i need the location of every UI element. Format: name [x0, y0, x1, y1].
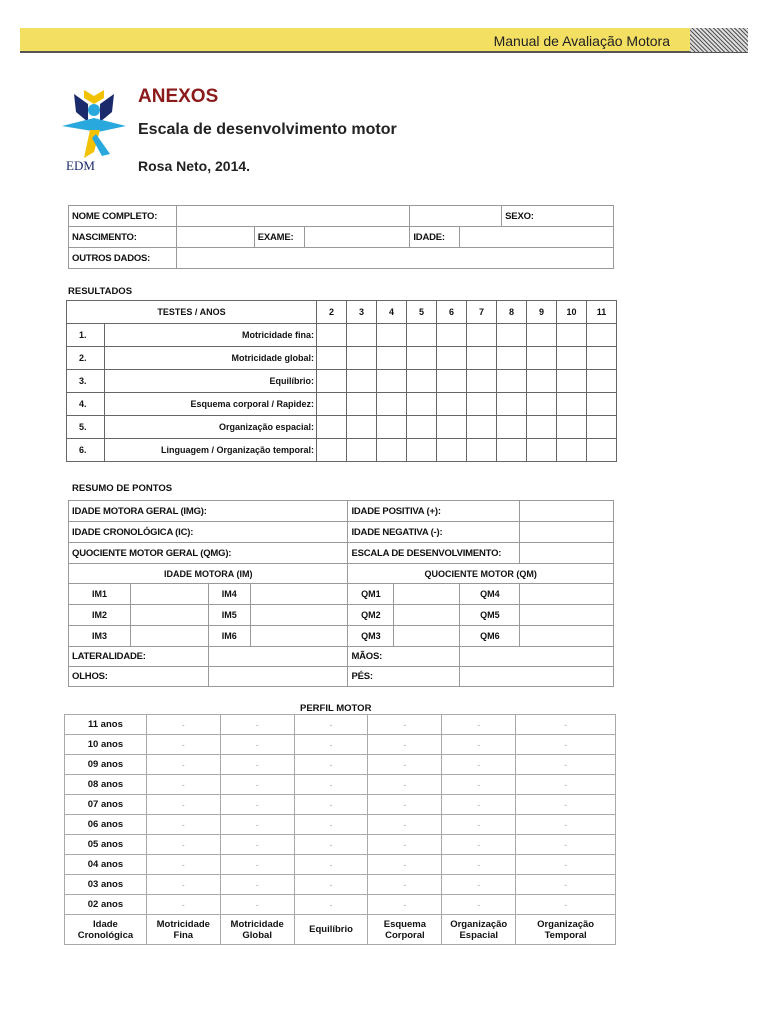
profile-row	[65, 855, 616, 875]
profile-cell[interactable]: -	[368, 875, 442, 895]
im4-label: IM4	[208, 584, 250, 605]
results-table	[66, 300, 617, 462]
profile-column-label: Esquema Corporal	[368, 915, 442, 945]
score-cell[interactable]	[587, 416, 617, 439]
profile-cell[interactable]: -	[146, 815, 220, 835]
exam-label: EXAME:	[254, 227, 304, 248]
profile-row	[65, 735, 616, 755]
profile-cell[interactable]: -	[294, 835, 368, 855]
profile-cell[interactable]: -	[146, 775, 220, 795]
score-cell[interactable]	[377, 324, 407, 347]
year-col: 8	[497, 301, 527, 324]
qm6-label: QM6	[460, 626, 520, 647]
scale-label-text: ESCALA DE DESENVOLVIMENTO:	[351, 547, 502, 559]
profile-cell[interactable]: -	[442, 795, 516, 815]
score-cell[interactable]	[377, 370, 407, 393]
age-field[interactable]	[460, 227, 614, 248]
score-cell[interactable]	[467, 324, 497, 347]
profile-cell[interactable]: -	[516, 755, 616, 775]
profile-cell[interactable]: -	[368, 895, 442, 915]
test-number: 6.	[67, 439, 105, 462]
score-cell[interactable]	[437, 416, 467, 439]
birth-field[interactable]	[176, 227, 254, 248]
profile-cell[interactable]: -	[294, 735, 368, 755]
im3-field[interactable]	[130, 626, 208, 647]
im6-label: IM6	[208, 626, 250, 647]
im1-label: IM1	[69, 584, 131, 605]
score-cell[interactable]	[317, 370, 347, 393]
test-name: Motricidade fina:	[105, 324, 317, 347]
score-cell[interactable]	[407, 416, 437, 439]
score-cell[interactable]	[437, 393, 467, 416]
profile-cell[interactable]: -	[220, 735, 294, 755]
score-cell[interactable]	[467, 416, 497, 439]
profile-cell[interactable]: -	[516, 775, 616, 795]
score-cell[interactable]	[557, 416, 587, 439]
header-pattern	[690, 28, 748, 52]
profile-cell[interactable]: -	[220, 855, 294, 875]
score-cell[interactable]	[317, 416, 347, 439]
name-label: NOME COMPLETO:	[69, 206, 177, 227]
eyes-field[interactable]	[208, 667, 348, 687]
im-header: IDADE MOTORA (IM)	[69, 564, 348, 584]
author-line: Rosa Neto, 2014.	[138, 158, 251, 174]
score-cell[interactable]	[527, 416, 557, 439]
laterality-label: LATERALIDADE:	[69, 647, 209, 667]
annex-heading: ANEXOS	[138, 86, 219, 107]
year-col: 2	[317, 301, 347, 324]
score-cell[interactable]	[527, 370, 557, 393]
qm2-label: QM2	[348, 605, 394, 626]
score-cell[interactable]	[407, 393, 437, 416]
score-cell[interactable]	[497, 439, 527, 462]
qm3-label: QM3	[348, 626, 394, 647]
feet-field[interactable]	[460, 667, 614, 687]
score-cell[interactable]	[347, 393, 377, 416]
img-label	[69, 501, 348, 522]
age-label: 10 anos	[65, 735, 147, 755]
profile-cell[interactable]: -	[516, 895, 616, 915]
score-cell[interactable]	[527, 347, 557, 370]
score-cell[interactable]	[587, 439, 617, 462]
test-number: 4.	[67, 393, 105, 416]
score-cell[interactable]	[317, 439, 347, 462]
score-cell[interactable]	[347, 416, 377, 439]
test-name: Esquema corporal / Rapidez:	[105, 393, 317, 416]
test-number: 1.	[67, 324, 105, 347]
im5-field[interactable]	[250, 605, 348, 626]
profile-column-label: Motricidade Fina	[146, 915, 220, 945]
score-cell[interactable]	[347, 370, 377, 393]
score-cell[interactable]	[437, 324, 467, 347]
score-cell[interactable]	[317, 393, 347, 416]
profile-row	[65, 875, 616, 895]
score-cell[interactable]	[347, 324, 377, 347]
qmg-label	[69, 543, 348, 564]
eyes-label: OLHOS:	[69, 667, 209, 687]
profile-cell[interactable]: -	[146, 795, 220, 815]
test-row	[67, 324, 617, 347]
profile-cell[interactable]: -	[294, 775, 368, 795]
hands-label: MÃOS:	[348, 647, 460, 667]
age-label: 07 anos	[65, 795, 147, 815]
test-row	[67, 347, 617, 370]
score-cell[interactable]	[467, 347, 497, 370]
test-number: 3.	[67, 370, 105, 393]
profile-column-label: Idade Cronológica	[65, 915, 147, 945]
score-cell[interactable]	[407, 439, 437, 462]
age-label: 02 anos	[65, 895, 147, 915]
score-cell[interactable]	[467, 439, 497, 462]
im6-field[interactable]	[250, 626, 348, 647]
test-name: Motricidade global:	[105, 347, 317, 370]
profile-table	[64, 714, 616, 945]
positive-age-label	[348, 501, 520, 522]
results-heading: RESULTADOS	[68, 286, 133, 297]
profile-cell[interactable]: -	[294, 795, 368, 815]
profile-row	[65, 895, 616, 915]
score-cell[interactable]	[407, 347, 437, 370]
profile-row	[65, 775, 616, 795]
score-cell[interactable]	[497, 393, 527, 416]
img-label-text: IDADE MOTORA GERAL (IMG):	[72, 505, 207, 517]
profile-cell[interactable]: -	[442, 755, 516, 775]
test-number: 2.	[67, 347, 105, 370]
score-cell[interactable]	[467, 393, 497, 416]
name-field-extra[interactable]	[410, 206, 502, 227]
profile-cell[interactable]: -	[368, 855, 442, 875]
score-cell[interactable]	[407, 370, 437, 393]
profile-cell[interactable]: -	[442, 715, 516, 735]
age-label: 04 anos	[65, 855, 147, 875]
score-cell[interactable]	[437, 439, 467, 462]
profile-cell[interactable]: -	[220, 875, 294, 895]
profile-cell[interactable]: -	[146, 715, 220, 735]
profile-cell[interactable]: -	[220, 775, 294, 795]
profile-row	[65, 835, 616, 855]
score-cell[interactable]	[587, 347, 617, 370]
score-cell[interactable]	[437, 370, 467, 393]
age-label: 08 anos	[65, 775, 147, 795]
laterality-field[interactable]	[208, 647, 348, 667]
other-field[interactable]	[176, 248, 613, 269]
profile-cell[interactable]: -	[368, 715, 442, 735]
year-col: 4	[377, 301, 407, 324]
score-cell[interactable]	[557, 439, 587, 462]
profile-cell[interactable]: -	[294, 875, 368, 895]
score-cell[interactable]	[317, 347, 347, 370]
im1-field[interactable]	[130, 584, 208, 605]
im2-label: IM2	[69, 605, 131, 626]
name-field[interactable]	[176, 206, 409, 227]
profile-cell[interactable]: -	[146, 895, 220, 915]
profile-cell[interactable]: -	[368, 755, 442, 775]
qm3-field[interactable]	[394, 626, 460, 647]
qm5-field[interactable]	[520, 605, 614, 626]
profile-cell[interactable]: -	[220, 715, 294, 735]
score-cell[interactable]	[407, 324, 437, 347]
negative-age-field[interactable]	[520, 522, 614, 543]
profile-cell[interactable]: -	[516, 835, 616, 855]
profile-cell[interactable]: -	[442, 815, 516, 835]
tests-years-header: TESTES / ANOS	[67, 301, 317, 324]
score-cell[interactable]	[587, 370, 617, 393]
score-cell[interactable]	[317, 324, 347, 347]
age-label: 03 anos	[65, 875, 147, 895]
profile-cell[interactable]: -	[442, 875, 516, 895]
profile-column-label: Equilíbrio	[294, 915, 368, 945]
score-cell[interactable]	[497, 416, 527, 439]
profile-heading: PERFIL MOTOR	[300, 703, 372, 714]
scale-label	[348, 543, 520, 564]
positive-age-text: IDADE POSITIVA (+):	[351, 505, 441, 517]
age-label: 11 anos	[65, 715, 147, 735]
score-cell[interactable]	[497, 370, 527, 393]
profile-cell[interactable]: -	[442, 775, 516, 795]
profile-cell[interactable]: -	[294, 895, 368, 915]
profile-cell[interactable]: -	[516, 815, 616, 835]
profile-cell[interactable]: -	[220, 795, 294, 815]
profile-cell[interactable]: -	[442, 735, 516, 755]
score-cell[interactable]	[497, 324, 527, 347]
exam-field[interactable]	[304, 227, 410, 248]
profile-row	[65, 795, 616, 815]
score-cell[interactable]	[377, 439, 407, 462]
summary-table	[68, 500, 614, 687]
hands-field[interactable]	[460, 647, 614, 667]
profile-footer-row	[65, 915, 616, 945]
profile-cell[interactable]: -	[220, 835, 294, 855]
test-row	[67, 370, 617, 393]
profile-cell[interactable]: -	[220, 755, 294, 775]
profile-cell[interactable]: -	[220, 815, 294, 835]
age-label: 06 anos	[65, 815, 147, 835]
profile-cell[interactable]: -	[516, 855, 616, 875]
profile-column-label: Organização Temporal	[516, 915, 616, 945]
feet-label: PÉS:	[348, 667, 460, 687]
qm1-field[interactable]	[394, 584, 460, 605]
score-cell[interactable]	[587, 393, 617, 416]
score-cell[interactable]	[377, 416, 407, 439]
profile-cell[interactable]: -	[368, 815, 442, 835]
profile-row	[65, 715, 616, 735]
test-name: Equilíbrio:	[105, 370, 317, 393]
profile-cell[interactable]: -	[516, 735, 616, 755]
profile-cell[interactable]: -	[146, 855, 220, 875]
score-cell[interactable]	[527, 439, 557, 462]
summary-heading: RESUMO DE PONTOS	[72, 483, 173, 494]
ic-label	[69, 522, 348, 543]
profile-cell[interactable]: -	[220, 895, 294, 915]
birth-label: NASCIMENTO:	[69, 227, 177, 248]
sex-label	[502, 206, 614, 227]
negative-age-text: IDADE NEGATIVA (-):	[351, 526, 443, 538]
profile-cell[interactable]: -	[516, 795, 616, 815]
year-col: 5	[407, 301, 437, 324]
score-cell[interactable]	[377, 347, 407, 370]
header-rule	[20, 51, 748, 53]
year-col: 6	[437, 301, 467, 324]
ic-label-text: IDADE CRONOLÓGICA (IC):	[72, 526, 194, 538]
score-cell[interactable]	[437, 347, 467, 370]
qm4-field[interactable]	[520, 584, 614, 605]
qmg-label-text: QUOCIENTE MOTOR GERAL (QMG):	[72, 547, 232, 559]
other-label: OUTROS DADOS:	[69, 248, 177, 269]
test-row	[67, 393, 617, 416]
test-number: 5.	[67, 416, 105, 439]
profile-column-label: Motricidade Global	[220, 915, 294, 945]
profile-row	[65, 755, 616, 775]
profile-cell[interactable]: -	[368, 795, 442, 815]
scale-field[interactable]	[520, 543, 614, 564]
im4-field[interactable]	[250, 584, 348, 605]
profile-cell[interactable]: -	[442, 835, 516, 855]
profile-cell[interactable]: -	[368, 835, 442, 855]
score-cell[interactable]	[467, 370, 497, 393]
sex-label-text: SEXO:	[505, 210, 534, 222]
year-col: 10	[557, 301, 587, 324]
score-cell[interactable]	[347, 347, 377, 370]
test-row	[67, 439, 617, 462]
score-cell[interactable]	[347, 439, 377, 462]
qm-header: QUOCIENTE MOTOR (QM)	[348, 564, 614, 584]
logo-text: EDM	[66, 158, 95, 173]
profile-cell[interactable]: -	[442, 855, 516, 875]
year-col: 7	[467, 301, 497, 324]
profile-cell[interactable]: -	[368, 735, 442, 755]
score-cell[interactable]	[557, 347, 587, 370]
qm2-field[interactable]	[394, 605, 460, 626]
profile-cell[interactable]: -	[294, 715, 368, 735]
profile-cell[interactable]: -	[294, 755, 368, 775]
qm1-label: QM1	[348, 584, 394, 605]
negative-age-label	[348, 522, 520, 543]
profile-cell[interactable]: -	[516, 875, 616, 895]
profile-cell[interactable]: -	[146, 875, 220, 895]
score-cell[interactable]	[497, 347, 527, 370]
score-cell[interactable]	[587, 324, 617, 347]
im2-field[interactable]	[130, 605, 208, 626]
profile-row	[65, 815, 616, 835]
qm4-label: QM4	[460, 584, 520, 605]
qm5-label: QM5	[460, 605, 520, 626]
score-cell[interactable]	[557, 393, 587, 416]
age-label: 09 anos	[65, 755, 147, 775]
profile-cell[interactable]: -	[368, 775, 442, 795]
im5-label: IM5	[208, 605, 250, 626]
identification-table	[68, 205, 614, 269]
profile-cell[interactable]: -	[294, 815, 368, 835]
year-col: 11	[587, 301, 617, 324]
profile-column-label: Organização Espacial	[442, 915, 516, 945]
qm6-field[interactable]	[520, 626, 614, 647]
profile-cell[interactable]: -	[146, 835, 220, 855]
score-cell[interactable]	[377, 393, 407, 416]
age-label: IDADE:	[410, 227, 460, 248]
profile-cell[interactable]: -	[146, 755, 220, 775]
test-row	[67, 416, 617, 439]
profile-cell[interactable]: -	[294, 855, 368, 875]
year-col: 9	[527, 301, 557, 324]
test-name: Organização espacial:	[105, 416, 317, 439]
scale-title: Escala de desenvolvimento motor	[138, 121, 397, 138]
profile-cell[interactable]: -	[442, 895, 516, 915]
age-label: 05 anos	[65, 835, 147, 855]
score-cell[interactable]	[557, 324, 587, 347]
positive-age-field[interactable]	[520, 501, 614, 522]
year-col: 3	[347, 301, 377, 324]
test-name: Linguagem / Organização temporal:	[105, 439, 317, 462]
manual-title: Manual de Avaliação Motora	[493, 33, 670, 49]
im3-label: IM3	[69, 626, 131, 647]
profile-cell[interactable]: -	[146, 735, 220, 755]
score-cell[interactable]	[527, 393, 557, 416]
profile-cell[interactable]: -	[516, 715, 616, 735]
score-cell[interactable]	[527, 324, 557, 347]
score-cell[interactable]	[557, 370, 587, 393]
